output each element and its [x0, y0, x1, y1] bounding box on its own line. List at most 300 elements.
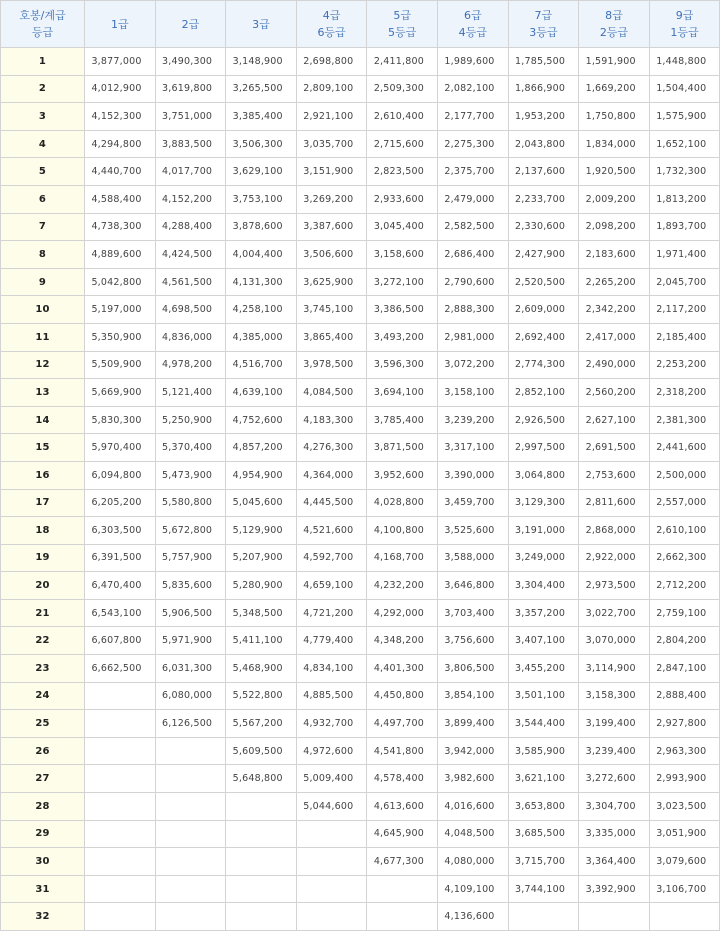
table-row — [1, 848, 720, 876]
salary-cell: 4,613,600 — [367, 793, 438, 821]
table-row — [1, 130, 720, 158]
step-number: 4 — [1, 130, 85, 158]
salary-cell — [85, 737, 156, 765]
salary-cell: 1,813,200 — [649, 185, 720, 213]
salary-cell — [155, 903, 226, 931]
step-number: 30 — [1, 848, 85, 876]
salary-cell: 4,954,900 — [226, 461, 297, 489]
header-label: 5급 — [393, 9, 411, 22]
salary-cell: 2,183,600 — [579, 241, 650, 269]
step-number: 17 — [1, 489, 85, 517]
table-row — [1, 48, 720, 76]
salary-cell: 3,744,100 — [508, 875, 579, 903]
salary-cell — [296, 903, 367, 931]
salary-cell: 1,920,500 — [579, 158, 650, 186]
header-label: 5등급 — [388, 26, 417, 39]
salary-cell: 1,669,200 — [579, 75, 650, 103]
salary-cell: 1,448,800 — [649, 48, 720, 76]
header-rank-2 — [155, 1, 226, 48]
salary-cell: 3,114,900 — [579, 655, 650, 683]
salary-cell: 4,100,800 — [367, 517, 438, 545]
salary-cell — [226, 820, 297, 848]
salary-cell: 3,544,400 — [508, 710, 579, 738]
salary-cell: 3,588,000 — [437, 544, 508, 572]
salary-cell: 3,871,500 — [367, 434, 438, 462]
step-number: 18 — [1, 517, 85, 545]
salary-cell: 5,250,900 — [155, 406, 226, 434]
salary-cell: 2,275,300 — [437, 130, 508, 158]
step-number: 28 — [1, 793, 85, 821]
salary-cell: 2,774,300 — [508, 351, 579, 379]
step-number: 16 — [1, 461, 85, 489]
salary-cell: 4,698,500 — [155, 296, 226, 324]
salary-cell: 3,982,600 — [437, 765, 508, 793]
salary-cell: 3,064,800 — [508, 461, 579, 489]
salary-cell: 2,692,400 — [508, 323, 579, 351]
salary-cell: 1,893,700 — [649, 213, 720, 241]
header-label: 1급 — [110, 17, 129, 31]
salary-cell: 2,698,800 — [296, 48, 367, 76]
step-number: 27 — [1, 765, 85, 793]
salary-cell: 6,543,100 — [85, 599, 156, 627]
salary-cell: 4,048,500 — [437, 820, 508, 848]
salary-cell: 5,473,900 — [155, 461, 226, 489]
salary-cell: 3,364,400 — [579, 848, 650, 876]
salary-cell — [85, 875, 156, 903]
salary-cell: 3,942,000 — [437, 737, 508, 765]
salary-cell: 3,022,700 — [579, 599, 650, 627]
salary-cell: 2,560,200 — [579, 379, 650, 407]
salary-cell — [508, 903, 579, 931]
salary-cell: 2,557,000 — [649, 489, 720, 517]
salary-cell: 2,375,700 — [437, 158, 508, 186]
salary-cell: 4,080,000 — [437, 848, 508, 876]
salary-cell: 5,669,900 — [85, 379, 156, 407]
salary-cell: 2,330,600 — [508, 213, 579, 241]
header-rank-9 — [649, 1, 720, 48]
salary-cell: 5,835,600 — [155, 572, 226, 600]
salary-cell: 3,493,200 — [367, 323, 438, 351]
salary-cell: 5,045,600 — [226, 489, 297, 517]
table-row — [1, 875, 720, 903]
salary-cell: 2,790,600 — [437, 268, 508, 296]
salary-cell: 5,757,900 — [155, 544, 226, 572]
salary-cell: 2,265,200 — [579, 268, 650, 296]
salary-cell: 3,806,500 — [437, 655, 508, 683]
table-row — [1, 737, 720, 765]
salary-cell: 2,627,100 — [579, 406, 650, 434]
step-number: 29 — [1, 820, 85, 848]
salary-cell: 5,197,000 — [85, 296, 156, 324]
salary-cell — [155, 848, 226, 876]
salary-cell: 3,158,300 — [579, 682, 650, 710]
table-row — [1, 461, 720, 489]
salary-cell: 4,183,300 — [296, 406, 367, 434]
salary-cell — [226, 903, 297, 931]
step-number: 11 — [1, 323, 85, 351]
salary-cell: 3,685,500 — [508, 820, 579, 848]
salary-cell: 5,522,800 — [226, 682, 297, 710]
salary-cell: 3,865,400 — [296, 323, 367, 351]
header-rank-3 — [226, 1, 297, 48]
salary-cell: 2,963,300 — [649, 737, 720, 765]
salary-cell: 5,129,900 — [226, 517, 297, 545]
salary-cell: 4,258,100 — [226, 296, 297, 324]
salary-cell: 3,045,400 — [367, 213, 438, 241]
header-rank-8 — [579, 1, 650, 48]
header-label: 호봉/계급 — [19, 9, 66, 22]
salary-cell: 2,233,700 — [508, 185, 579, 213]
step-number: 19 — [1, 544, 85, 572]
salary-cell: 3,694,100 — [367, 379, 438, 407]
salary-cell: 5,044,600 — [296, 793, 367, 821]
table-row — [1, 213, 720, 241]
header-row — [1, 1, 720, 48]
salary-cell: 4,541,800 — [367, 737, 438, 765]
salary-cell: 2,318,200 — [649, 379, 720, 407]
salary-cell: 5,580,800 — [155, 489, 226, 517]
step-number: 26 — [1, 737, 85, 765]
salary-cell: 2,045,700 — [649, 268, 720, 296]
salary-cell — [226, 793, 297, 821]
step-number: 15 — [1, 434, 85, 462]
salary-cell: 3,385,400 — [226, 103, 297, 131]
salary-cell: 2,662,300 — [649, 544, 720, 572]
salary-cell: 3,304,400 — [508, 572, 579, 600]
salary-cell: 2,888,300 — [437, 296, 508, 324]
table-row — [1, 351, 720, 379]
salary-cell: 2,427,900 — [508, 241, 579, 269]
salary-cell: 6,080,000 — [155, 682, 226, 710]
salary-cell — [85, 903, 156, 931]
salary-cell: 3,753,100 — [226, 185, 297, 213]
salary-cell: 4,017,700 — [155, 158, 226, 186]
step-number: 32 — [1, 903, 85, 931]
salary-cell: 3,646,800 — [437, 572, 508, 600]
header-label: 6등급 — [317, 26, 346, 39]
table-row — [1, 682, 720, 710]
salary-cell: 6,662,500 — [85, 655, 156, 683]
salary-cell: 3,625,900 — [296, 268, 367, 296]
salary-cell: 4,677,300 — [367, 848, 438, 876]
salary-cell: 4,972,600 — [296, 737, 367, 765]
salary-cell: 3,106,700 — [649, 875, 720, 903]
salary-cell: 2,922,000 — [579, 544, 650, 572]
salary-cell: 4,152,300 — [85, 103, 156, 131]
salary-cell: 2,043,800 — [508, 130, 579, 158]
salary-cell: 3,390,000 — [437, 461, 508, 489]
salary-cell: 2,933,600 — [367, 185, 438, 213]
salary-cell: 1,989,600 — [437, 48, 508, 76]
salary-cell: 4,084,500 — [296, 379, 367, 407]
salary-cell: 1,785,500 — [508, 48, 579, 76]
salary-cell: 2,509,300 — [367, 75, 438, 103]
salary-cell: 3,129,300 — [508, 489, 579, 517]
salary-cell: 4,885,500 — [296, 682, 367, 710]
salary-cell: 4,348,200 — [367, 627, 438, 655]
salary-cell: 2,479,000 — [437, 185, 508, 213]
salary-cell — [226, 848, 297, 876]
salary-cell — [155, 765, 226, 793]
salary-cell — [296, 875, 367, 903]
salary-cell: 1,971,400 — [649, 241, 720, 269]
salary-cell: 3,357,200 — [508, 599, 579, 627]
step-number: 10 — [1, 296, 85, 324]
salary-cell: 1,652,100 — [649, 130, 720, 158]
step-number: 13 — [1, 379, 85, 407]
salary-cell: 4,109,100 — [437, 875, 508, 903]
salary-cell: 3,151,900 — [296, 158, 367, 186]
step-number: 14 — [1, 406, 85, 434]
salary-cell: 2,997,500 — [508, 434, 579, 462]
salary-cell: 3,272,600 — [579, 765, 650, 793]
salary-cell: 3,335,000 — [579, 820, 650, 848]
step-number: 22 — [1, 627, 85, 655]
salary-cell: 3,490,300 — [155, 48, 226, 76]
salary-cell: 5,567,200 — [226, 710, 297, 738]
salary-cell: 3,070,000 — [579, 627, 650, 655]
salary-cell: 2,177,700 — [437, 103, 508, 131]
salary-cell: 3,158,600 — [367, 241, 438, 269]
salary-cell: 2,520,500 — [508, 268, 579, 296]
salary-cell: 2,137,600 — [508, 158, 579, 186]
table-row — [1, 241, 720, 269]
salary-cell: 5,648,800 — [226, 765, 297, 793]
salary-cell: 2,381,300 — [649, 406, 720, 434]
table-row — [1, 296, 720, 324]
salary-cell: 2,811,600 — [579, 489, 650, 517]
salary-cell: 5,042,800 — [85, 268, 156, 296]
salary-cell: 3,785,400 — [367, 406, 438, 434]
salary-cell: 2,686,400 — [437, 241, 508, 269]
salary-cell: 5,370,400 — [155, 434, 226, 462]
salary-cell: 1,591,900 — [579, 48, 650, 76]
salary-cell: 2,712,200 — [649, 572, 720, 600]
salary-cell: 4,292,000 — [367, 599, 438, 627]
salary-cell: 2,610,100 — [649, 517, 720, 545]
salary-cell: 3,878,600 — [226, 213, 297, 241]
table-row — [1, 544, 720, 572]
table-row — [1, 655, 720, 683]
table-row — [1, 268, 720, 296]
salary-cell: 3,023,500 — [649, 793, 720, 821]
salary-cell: 4,561,500 — [155, 268, 226, 296]
salary-cell: 5,906,500 — [155, 599, 226, 627]
step-number: 20 — [1, 572, 85, 600]
table-row — [1, 517, 720, 545]
salary-cell: 5,121,400 — [155, 379, 226, 407]
salary-cell: 1,750,800 — [579, 103, 650, 131]
salary-cell: 2,691,500 — [579, 434, 650, 462]
salary-cell: 3,629,100 — [226, 158, 297, 186]
salary-cell: 3,703,400 — [437, 599, 508, 627]
salary-cell: 3,506,600 — [296, 241, 367, 269]
salary-cell: 1,866,900 — [508, 75, 579, 103]
table-header — [1, 1, 720, 48]
header-label: 3등급 — [529, 26, 558, 39]
salary-cell — [85, 848, 156, 876]
header-rank-1 — [85, 1, 156, 48]
salary-cell: 2,753,600 — [579, 461, 650, 489]
salary-cell: 4,450,800 — [367, 682, 438, 710]
table-row — [1, 820, 720, 848]
salary-cell — [155, 820, 226, 848]
salary-cell — [155, 875, 226, 903]
salary-cell: 3,269,200 — [296, 185, 367, 213]
header-label: 7급 — [534, 9, 553, 22]
salary-cell: 1,834,000 — [579, 130, 650, 158]
salary-cell: 2,823,500 — [367, 158, 438, 186]
salary-cell: 3,079,600 — [649, 848, 720, 876]
table-row — [1, 158, 720, 186]
salary-cell: 4,721,200 — [296, 599, 367, 627]
salary-cell: 5,468,900 — [226, 655, 297, 683]
salary-cell: 4,401,300 — [367, 655, 438, 683]
salary-cell: 5,207,900 — [226, 544, 297, 572]
salary-cell — [85, 820, 156, 848]
salary-cell: 4,932,700 — [296, 710, 367, 738]
salary-cell: 2,993,900 — [649, 765, 720, 793]
salary-cell: 3,386,500 — [367, 296, 438, 324]
table-row — [1, 323, 720, 351]
salary-cell — [85, 793, 156, 821]
salary-cell: 3,407,100 — [508, 627, 579, 655]
salary-cell: 3,501,100 — [508, 682, 579, 710]
header-label: 4급 — [322, 9, 341, 22]
table-row — [1, 103, 720, 131]
salary-cell: 3,883,500 — [155, 130, 226, 158]
header-label: 등급 — [31, 26, 54, 39]
step-number: 12 — [1, 351, 85, 379]
step-number: 7 — [1, 213, 85, 241]
salary-cell: 2,973,500 — [579, 572, 650, 600]
salary-cell: 3,745,100 — [296, 296, 367, 324]
salary-cell: 2,253,200 — [649, 351, 720, 379]
salary-cell: 3,854,100 — [437, 682, 508, 710]
salary-cell: 4,578,400 — [367, 765, 438, 793]
salary-cell: 2,342,200 — [579, 296, 650, 324]
header-rank-5 — [367, 1, 438, 48]
salary-cell: 5,348,500 — [226, 599, 297, 627]
table-row — [1, 627, 720, 655]
salary-cell: 3,751,000 — [155, 103, 226, 131]
table-row — [1, 572, 720, 600]
salary-cell: 6,031,300 — [155, 655, 226, 683]
salary-cell: 4,012,900 — [85, 75, 156, 103]
salary-cell: 1,504,400 — [649, 75, 720, 103]
salary-cell: 1,732,300 — [649, 158, 720, 186]
salary-cell: 2,847,100 — [649, 655, 720, 683]
salary-cell: 5,830,300 — [85, 406, 156, 434]
salary-cell: 4,592,700 — [296, 544, 367, 572]
step-number: 5 — [1, 158, 85, 186]
header-label: 4등급 — [458, 26, 487, 39]
salary-cell: 2,500,000 — [649, 461, 720, 489]
salary-cell: 4,645,900 — [367, 820, 438, 848]
table-row — [1, 903, 720, 931]
step-number: 24 — [1, 682, 85, 710]
step-number: 23 — [1, 655, 85, 683]
salary-cell: 2,082,100 — [437, 75, 508, 103]
salary-cell: 6,391,500 — [85, 544, 156, 572]
salary-cell: 2,888,400 — [649, 682, 720, 710]
header-step-grade — [1, 1, 85, 48]
salary-cell: 2,610,400 — [367, 103, 438, 131]
table-row — [1, 489, 720, 517]
salary-cell: 5,009,400 — [296, 765, 367, 793]
salary-cell: 2,441,600 — [649, 434, 720, 462]
salary-cell: 4,152,200 — [155, 185, 226, 213]
salary-cell: 4,131,300 — [226, 268, 297, 296]
salary-cell: 4,136,600 — [437, 903, 508, 931]
salary-cell: 3,148,900 — [226, 48, 297, 76]
salary-cell: 4,168,700 — [367, 544, 438, 572]
salary-cell: 3,072,200 — [437, 351, 508, 379]
salary-cell: 4,016,600 — [437, 793, 508, 821]
salary-cell: 3,506,300 — [226, 130, 297, 158]
header-label: 2등급 — [599, 26, 629, 39]
table-row — [1, 185, 720, 213]
salary-cell: 3,392,900 — [579, 875, 650, 903]
salary-cell: 2,804,200 — [649, 627, 720, 655]
salary-cell: 2,759,100 — [649, 599, 720, 627]
step-number: 6 — [1, 185, 85, 213]
salary-cell: 2,852,100 — [508, 379, 579, 407]
header-label: 8급 — [605, 9, 623, 22]
salary-cell: 1,953,200 — [508, 103, 579, 131]
salary-cell: 4,659,100 — [296, 572, 367, 600]
salary-cell: 4,779,400 — [296, 627, 367, 655]
table-row — [1, 379, 720, 407]
salary-cell — [155, 793, 226, 821]
step-number: 1 — [1, 48, 85, 76]
salary-cell: 2,927,800 — [649, 710, 720, 738]
salary-cell: 5,672,800 — [155, 517, 226, 545]
salary-cell: 2,185,400 — [649, 323, 720, 351]
salary-cell: 1,575,900 — [649, 103, 720, 131]
salary-cell: 2,411,800 — [367, 48, 438, 76]
salary-cell: 4,424,500 — [155, 241, 226, 269]
salary-cell: 3,619,800 — [155, 75, 226, 103]
salary-cell: 3,249,000 — [508, 544, 579, 572]
salary-cell: 4,857,200 — [226, 434, 297, 462]
salary-cell: 3,621,100 — [508, 765, 579, 793]
table-row — [1, 765, 720, 793]
salary-cell: 6,126,500 — [155, 710, 226, 738]
salary-cell: 4,738,300 — [85, 213, 156, 241]
header-label: 3급 — [252, 17, 270, 31]
salary-cell: 4,004,400 — [226, 241, 297, 269]
table-row — [1, 434, 720, 462]
salary-cell — [85, 682, 156, 710]
salary-cell — [296, 848, 367, 876]
salary-cell: 4,440,700 — [85, 158, 156, 186]
salary-cell: 4,232,200 — [367, 572, 438, 600]
salary-cell — [85, 710, 156, 738]
salary-cell — [296, 820, 367, 848]
salary-cell — [649, 903, 720, 931]
salary-cell: 3,304,700 — [579, 793, 650, 821]
salary-cell: 2,490,000 — [579, 351, 650, 379]
header-rank-4 — [296, 1, 367, 48]
header-label: 1등급 — [670, 26, 699, 39]
salary-cell: 3,585,900 — [508, 737, 579, 765]
step-number: 2 — [1, 75, 85, 103]
salary-cell: 2,809,100 — [296, 75, 367, 103]
salary-cell: 2,009,200 — [579, 185, 650, 213]
salary-cell: 4,836,000 — [155, 323, 226, 351]
salary-cell: 4,588,400 — [85, 185, 156, 213]
